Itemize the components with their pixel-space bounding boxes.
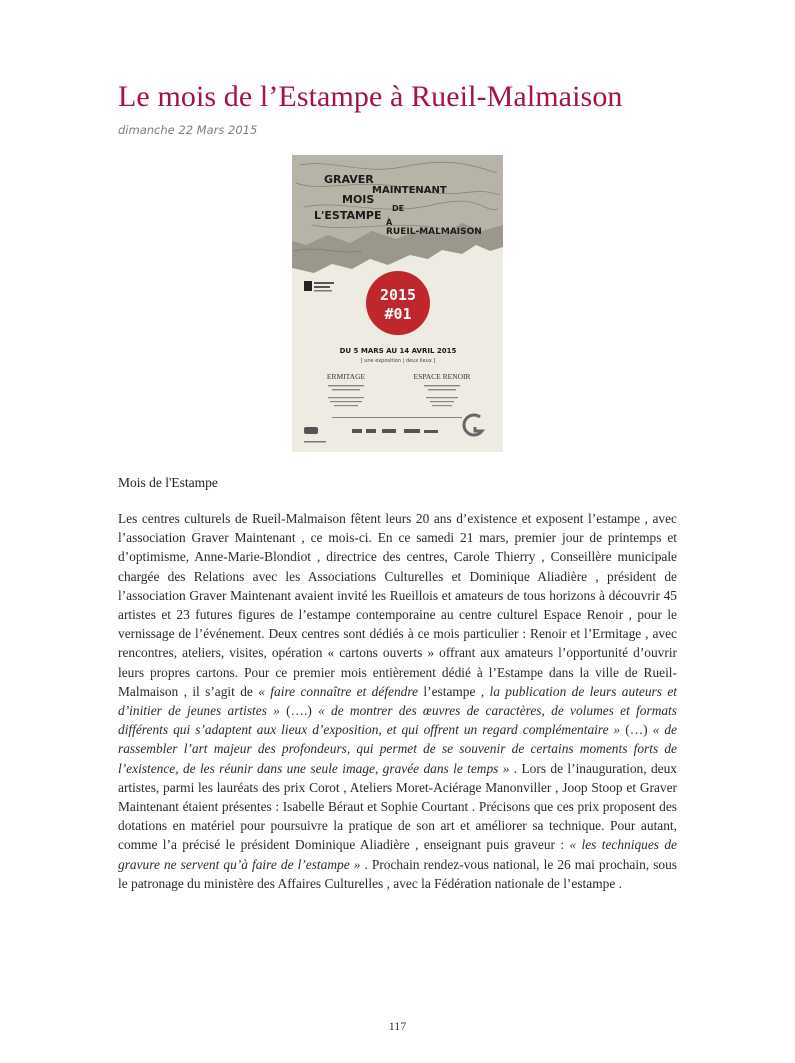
text-segment: . Prochain rendez-vous national, le 26 mai prochain, sous le patronage du ministère des Affaires Culturelles , avec la Fédération nationale de l’estampe . [118,856,678,891]
quote-segment: « de rassembler l’art majeur des profondeurs, qui permet de se souvenir de certains moments forts de l’existence, de les réunir dans une seule image, gravée dans le temps » [118,722,677,776]
text-segment: (…) [620,722,653,738]
image-caption: Mois de l'Estampe [118,475,218,490]
text-segment: l’estampe [418,683,481,699]
text-segment: Les centres culturels de Rueil-Malmaison fêtent leurs 20 ans d’existence et exposent l’estampe , avec l’association Graver Maintenant , ce mois-ci. En ce samedi 21 mars, premier jour de printemps et d’optimisme, Anne-Marie-Blondiot , directrice des centres, Carole Thierry , Conseillère municipale chargée des Relations avec les Associations Culturelles et Dominique Aliadière , président de l’association Graver Maintenant avaient invité les Rueillois et amateurs de tous horizons à découvrir 45 artistes et 23 futures figures de l’estampe contemporaine au centre culturel Espace Renoir , pour le vernissage de l’événement. Deux centres sont dédiés à ce mois particulier : Renoir et l’Ermitage , avec rencontres, ateliers, visites, opération « cartons ouverts » offrant aux amateurs l’opportunité d’ouvrir leurs propres cartons. Pour ce premier mois entièrement dédié à l’Estampe dans la ville de Rueil-Malmaison , il s’agit de [118,511,677,699]
quote-segment: « les techniques de gravure ne servent qu’à faire de l’estampe » [118,837,677,872]
poster-line-lestampe: L'ESTAMPE [314,209,382,222]
poster-venue-renoir: ESPACE RENOIR [413,372,471,381]
text-segment: . Lors de l’inauguration, deux artistes, parmi les lauréats des prix Corot , Ateliers Moret-Aciérage Manonviller , Joop Stoop et Graver Maintenant étaient présentes : Isabelle Béraut et Sophie Courtant . Précisons que ces prix proposent des dotations en matériel pour poursuivre la pratique de son art et améliorer sa technique. Pour autant, comme l’a précisé le président Dominique Aliadière , enseignant puis graveur : [118,760,677,853]
article-title: Le mois de l’Estampe à Rueil-Malmaison [118,80,623,113]
poster-image [292,155,503,452]
poster-line-de: DE [392,204,405,213]
poster-dates: DU 5 MARS AU 14 AVRIL 2015 [339,347,457,355]
poster-line-a: À [386,218,393,227]
quote-segment: « de montrer des œuvres de caractères, de volumes et formats différents qui s’adaptent aux lieux d’exposition, et qui offrent un regard complémentaire » [118,703,677,738]
page-number: 117 [388,1019,407,1033]
poster-venue-ermitage: ERMITAGE [326,372,366,381]
poster-line-mois: MOIS [342,193,375,206]
poster-line-maintenant: MAINTENANT [372,185,447,196]
poster-subtitle: [ une exposition | deux lieux ] [360,358,436,364]
quote-segment: « faire connaître et défendre [258,683,419,699]
article-body [118,509,677,893]
poster-line-rueil: RUEIL-MALMAISON [386,227,482,237]
poster-badge-year: 2015 [379,286,417,304]
article-date: dimanche 22 Mars 2015 [118,123,258,137]
text-segment: (….) [279,703,319,719]
quote-segment: , la publication de leurs auteurs et d’initier de jeunes artistes » [118,683,678,719]
poster-line-graver: GRAVER [324,173,374,186]
poster-badge-number: #01 [384,305,412,323]
poster-logo-icon [304,281,312,291]
